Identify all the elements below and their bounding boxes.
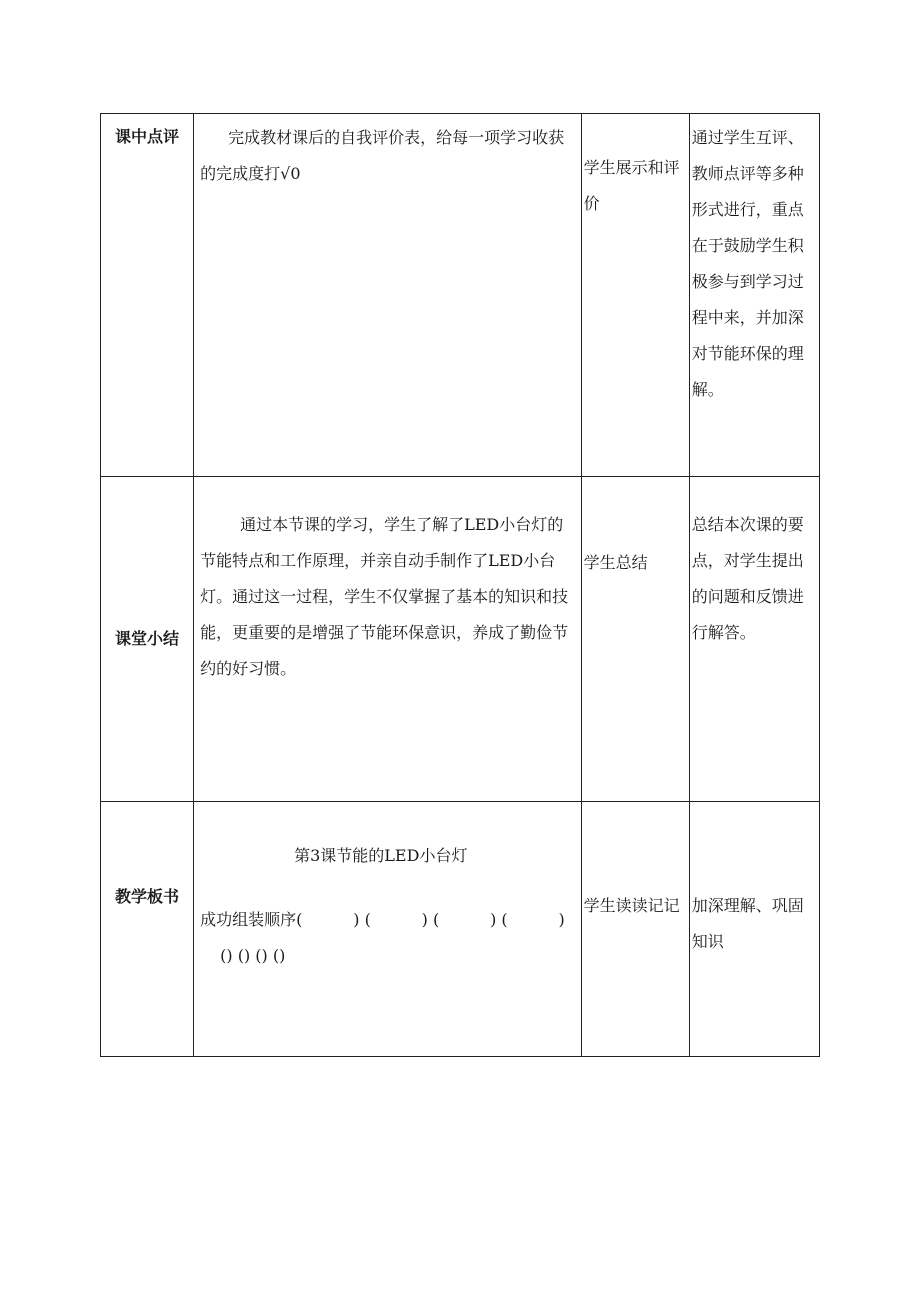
purpose-text: 总结本次课的要点，对学生提出的问题和反馈进行解答。 [691,515,804,642]
content-text: 完成教材课后的自我评价表，给每一项学习收获的完成度打√0 [200,128,565,183]
table-row [101,114,820,477]
content-cell [194,114,582,477]
board-order-line [200,902,575,938]
student-activity-text: 学生读读记记 [583,896,680,915]
board-blank-row: () () () () [220,946,286,965]
purpose-cell [689,114,819,477]
content-cell [194,802,582,1057]
row-label: 课堂小结 [115,629,180,648]
purpose-text: 加深理解、巩固知识 [691,896,804,951]
board-order-blanks: ( ) ( ) ( ) ( ) [296,910,565,929]
board-order-label: 成功组装顺序 [200,910,297,929]
row-label-cell [101,114,194,477]
student-activity-text: 学生展示和评价 [583,158,680,213]
table-row [101,802,820,1057]
student-activity-text: 学生总结 [583,553,648,572]
row-label: 教学板书 [115,887,180,906]
student-activity-cell [581,477,689,802]
lesson-plan-table [100,113,820,1057]
purpose-cell [689,802,819,1057]
board-title: 第3课节能的LED小台灯 [294,846,468,865]
board-content [194,802,581,974]
student-activity-cell [581,114,689,477]
content-cell [194,477,582,802]
purpose-text: 通过学生互评、教师点评等多种形式进行，重点在于鼓励学生积极参与到学习过程中来，并加深对节能环保的理解。 [691,128,804,399]
table-row [101,477,820,802]
content-text: 通过本节课的学习，学生了解了LED小台灯的节能特点和工作原理，并亲自动手制作了LED小台灯。通过这一过程，学生不仅掌握了基本的知识和技能，更重要的是增强了节能环保意识，养成了勤俭节约的好习惯。 [200,515,569,678]
student-activity-cell [581,802,689,1057]
row-label-cell [101,477,194,802]
row-label-cell [101,802,194,1057]
purpose-cell [689,477,819,802]
row-label: 课中点评 [115,127,180,146]
